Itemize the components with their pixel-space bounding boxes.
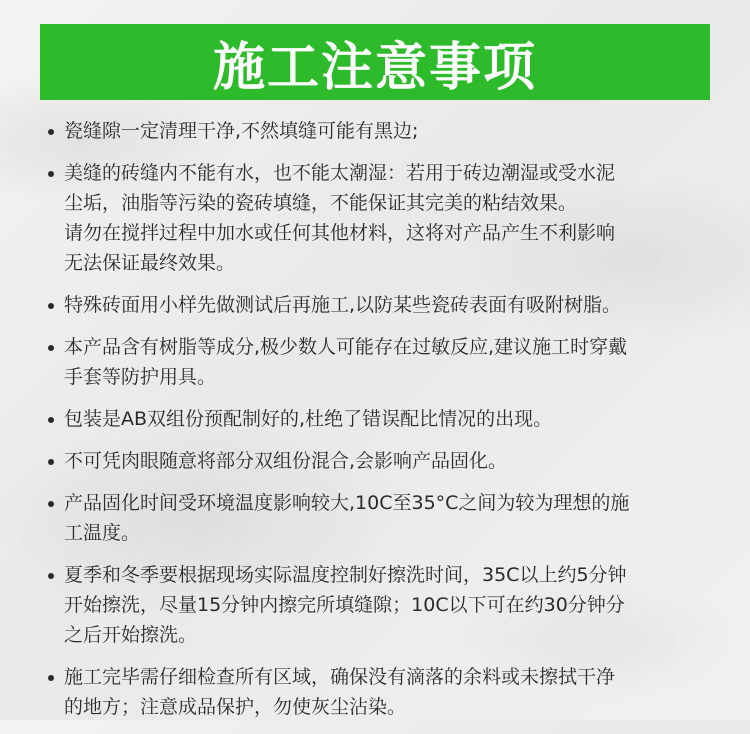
note-line: 夏季和冬季要根据现场实际温度控制好擦洗时间，35C以上约5分钟 <box>64 564 627 586</box>
note-item <box>46 662 716 722</box>
note-line: 不可凭肉眼随意将部分双组份混合,会影响产品固化。 <box>64 450 508 472</box>
bullet-icon <box>48 501 54 507</box>
note-line: 开始擦洗，尽量15分钟内擦完所填缝隙；10C以下可在约30分钟分 <box>64 594 625 616</box>
note-line: 的地方；注意成品保护，勿使灰尘沾染。 <box>64 696 407 718</box>
note-item <box>46 290 716 320</box>
note-line: 产品固化时间受环境温度影响较大,10C至35°C之间为较为理想的施 <box>64 492 630 514</box>
note-line: 无法保证最终效果。 <box>64 252 236 274</box>
bullet-icon <box>48 129 54 135</box>
bullet-icon <box>48 573 54 579</box>
note-item <box>46 446 716 476</box>
note-line: 工温度。 <box>64 522 141 544</box>
bullet-icon <box>48 675 54 681</box>
note-line: 包装是AB双组份预配制好的,杜绝了错误配比情况的出现。 <box>64 408 553 430</box>
note-line: 美缝的砖缝内不能有水，也不能太潮湿：若用于砖边潮湿或受水泥 <box>64 162 616 184</box>
note-item <box>46 116 716 146</box>
bullet-icon <box>48 459 54 465</box>
note-item <box>46 158 716 278</box>
note-item <box>46 332 716 392</box>
note-line: 请勿在搅拌过程中加水或任何其他材料，这将对产品产生不利影响 <box>64 222 616 244</box>
note-line: 瓷缝隙一定清理干净,不然填缝可能有黑边; <box>64 120 419 142</box>
note-item <box>46 488 716 548</box>
note-item <box>46 560 716 650</box>
bullet-icon <box>48 345 54 351</box>
note-line: 特殊砖面用小样先做测试后再施工,以防某些瓷砖表面有吸附树脂。 <box>64 294 622 316</box>
notes-list <box>46 116 716 734</box>
note-item <box>46 404 716 434</box>
note-line: 手套等防护用具。 <box>64 366 217 388</box>
note-line: 尘垢，油脂等污染的瓷砖填缝，不能保证其完美的粘结效果。 <box>64 192 578 214</box>
bullet-icon <box>48 417 54 423</box>
bullet-icon <box>48 171 54 177</box>
title-banner <box>40 24 710 100</box>
note-line: 本产品含有树脂等成分,极少数人可能存在过敏反应,建议施工时穿戴 <box>64 336 628 358</box>
note-line: 之后开始擦洗。 <box>64 624 198 646</box>
page-title: 施工注意事项 <box>212 37 537 98</box>
note-line: 施工完毕需仔细检查所有区域，确保没有滴落的余料或未擦拭干净 <box>64 666 616 688</box>
bullet-icon <box>48 303 54 309</box>
